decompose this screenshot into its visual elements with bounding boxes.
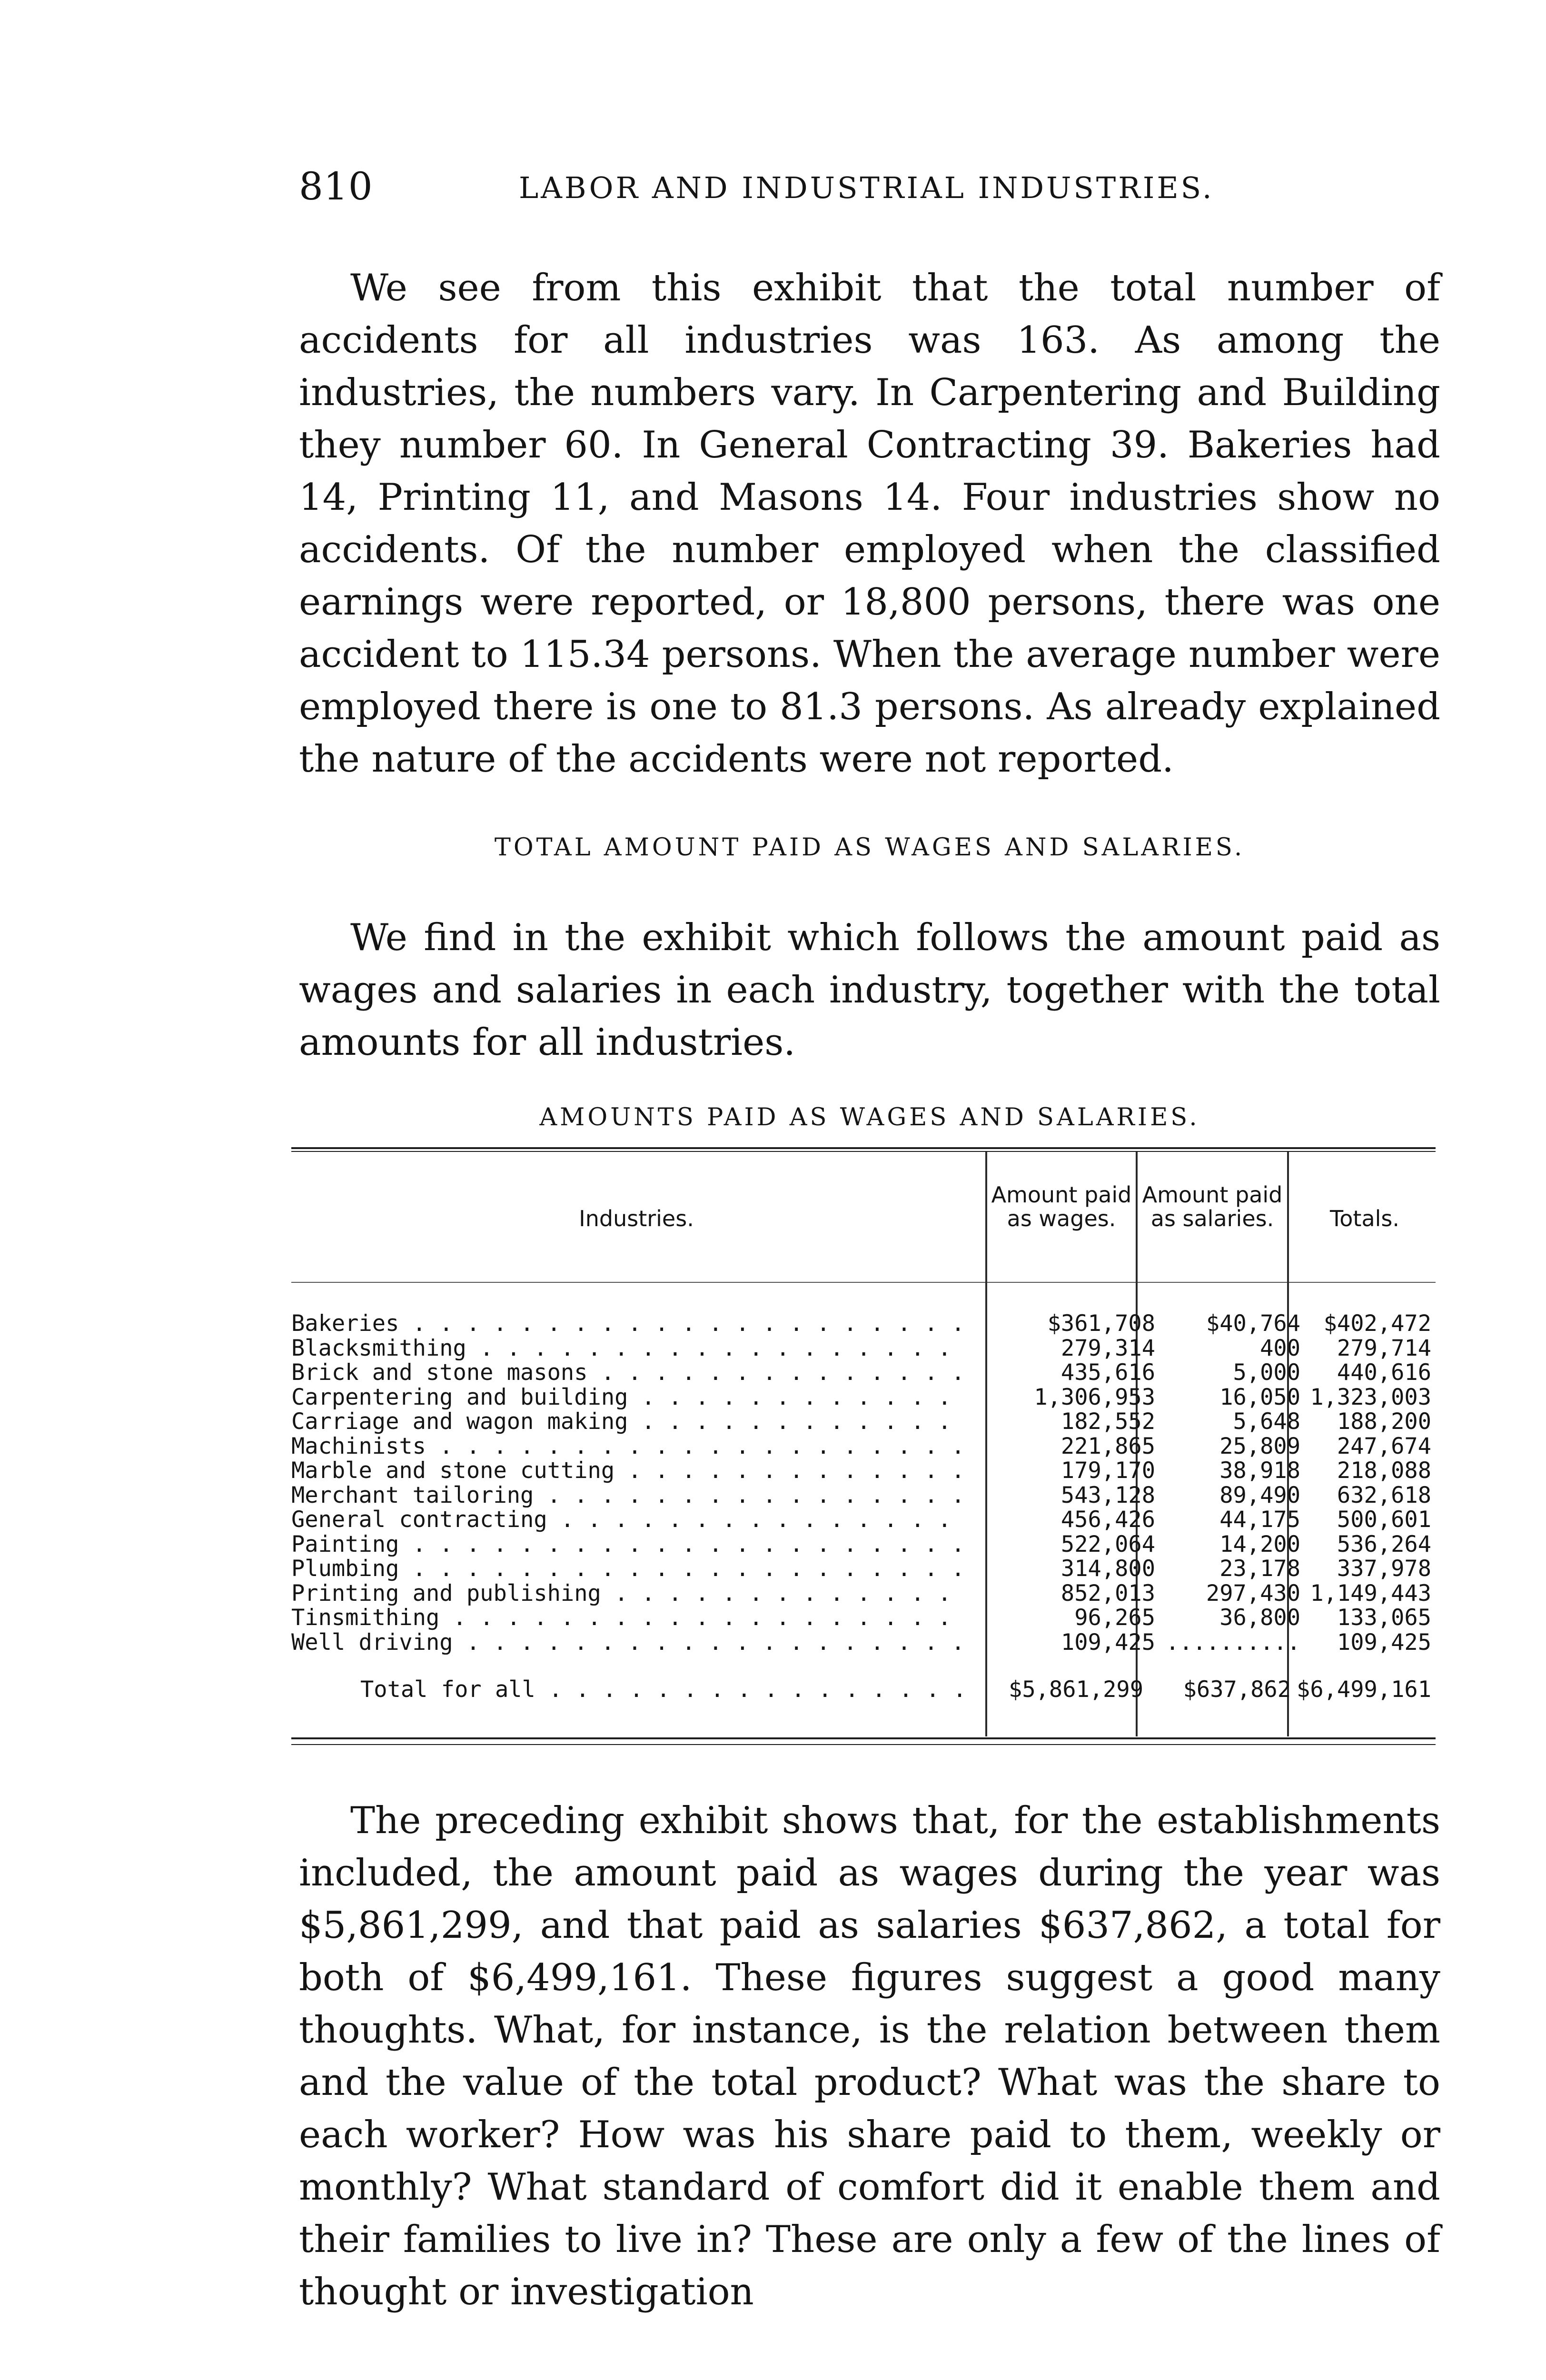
total-value: 247,674	[1337, 1433, 1431, 1459]
table-row	[291, 1581, 1436, 1606]
table-row	[291, 1557, 1436, 1581]
table-row	[291, 1434, 1436, 1459]
industry-name: General contracting . . .	[291, 1507, 970, 1532]
table-row	[291, 1336, 1436, 1361]
total-value: 500,601	[1337, 1507, 1431, 1533]
total-value: $402,472	[1323, 1310, 1431, 1337]
total-value: 1,149,443	[1310, 1580, 1431, 1606]
column-header-wages: Amount paid as wages.	[991, 1182, 1132, 1231]
column-header-totals: Totals.	[1329, 1206, 1400, 1231]
industry-name: Tinsmithing . . .	[291, 1606, 970, 1630]
total-value: 133,065	[1337, 1605, 1431, 1631]
table-top-rule-inner	[291, 1151, 1436, 1152]
industry-name: Plumbing . . .	[291, 1557, 970, 1581]
table-row	[291, 1532, 1436, 1557]
table-total-row	[291, 1676, 1436, 1704]
industry-name: Bakeries . . .	[291, 1311, 970, 1336]
column-header-salaries: Amount paid as salaries.	[1142, 1182, 1283, 1231]
section-heading: TOTAL AMOUNT PAID AS WAGES AND SALARIES.	[494, 833, 1245, 862]
industry-name: Painting . . .	[291, 1532, 970, 1557]
table-row	[291, 1606, 1436, 1630]
total-value: 440,616	[1337, 1359, 1431, 1386]
salaries-value: 5,648	[1233, 1408, 1300, 1435]
table-row	[291, 1507, 1436, 1532]
salaries-value: 36,800	[1219, 1605, 1300, 1631]
wages-value: 852,013	[1060, 1580, 1155, 1606]
salaries-value: ..........	[1166, 1629, 1300, 1656]
wages-value: 1,306,953	[1034, 1384, 1155, 1410]
total-value: 337,978	[1337, 1556, 1431, 1582]
wages-value: 96,265	[1074, 1605, 1155, 1631]
wages-value: 109,425	[1060, 1629, 1155, 1656]
salaries-value: 16,050	[1219, 1384, 1300, 1410]
wages-value: 179,170	[1060, 1458, 1155, 1484]
table-row	[291, 1458, 1436, 1483]
wages-value: 182,552	[1060, 1408, 1155, 1435]
wages-value: 435,616	[1060, 1359, 1155, 1386]
table-bottom-rule-inner	[291, 1744, 1436, 1745]
salaries-value: $40,764	[1206, 1310, 1300, 1337]
industry-name: Carpentering and building . . .	[291, 1385, 970, 1410]
wages-value: 221,865	[1060, 1433, 1155, 1459]
salaries-value: 89,490	[1219, 1482, 1300, 1508]
industry-name: Printing and publishing . . .	[291, 1581, 970, 1606]
page-number: 810	[299, 164, 373, 208]
industry-name: Brick and stone masons . . .	[291, 1360, 970, 1385]
wages-value: $361,708	[1047, 1310, 1155, 1337]
wages-value: 314,800	[1060, 1556, 1155, 1582]
table-row	[291, 1483, 1436, 1508]
total-value: 109,425	[1337, 1629, 1431, 1656]
table-body	[291, 1311, 1436, 1655]
industry-name: Machinists . . .	[291, 1434, 970, 1459]
salaries-value: 14,200	[1219, 1531, 1300, 1557]
wages-value: 456,426	[1060, 1507, 1155, 1533]
total-value: 279,714	[1337, 1335, 1431, 1361]
table-row	[291, 1630, 1436, 1655]
salaries-value: 23,178	[1219, 1556, 1300, 1582]
table-row	[291, 1360, 1436, 1385]
industry-name: Carriage and wagon making . . .	[291, 1409, 970, 1434]
total-value: 188,200	[1337, 1408, 1431, 1435]
paragraph-intro-exhibit: We find in the exhibit which follows the amount paid as wages and salaries in each industry, together with the total amounts for all industries.	[299, 916, 1440, 1064]
salaries-value: 25,809	[1219, 1433, 1300, 1459]
table-row	[291, 1311, 1436, 1336]
total-value: 632,618	[1337, 1482, 1431, 1508]
wages-value: 522,064	[1060, 1531, 1155, 1557]
total-label: Total for all . . .	[360, 1676, 970, 1704]
salaries-value: 38,918	[1219, 1458, 1300, 1484]
wages-value: 543,128	[1060, 1482, 1155, 1508]
table-row	[291, 1409, 1436, 1434]
paragraph-conclusion: The preceding exhibit shows that, for the establishments included, the amount paid as wages during the year was $5,861,299, and that paid as salaries $637,862, a total for both of $6,499,161. These figures suggest a good many thoughts. What, for instance, is the relation between them and the value of the total product? What was the share to each worker? How was his share paid to them, weekly or monthly? What standard of comfort did it enable them and their families to live in? These are only a few of the lines of thought or investigation	[299, 1799, 1440, 2313]
table-top-rule	[291, 1147, 1436, 1149]
paragraph-accidents: We see from this exhibit that the total number of accidents for all industries was 163. As among the industries, the numbers vary. In Carpentering and Building they number 60. In General Contracting 39. Bakeries had 14, Printing 11, and Masons 14. Four industries show no accidents. Of the number employed when the classified earnings were reported, or 18,800 persons, there was one accident to 115.34 persons. When the average number were employed there is one to 81.3 persons. As already explained the nature of the accidents were not reported.	[299, 267, 1440, 781]
total-value: 218,088	[1337, 1458, 1431, 1484]
total-wages-value: $5,861,299	[1009, 1676, 1143, 1703]
total-value: 536,264	[1337, 1531, 1431, 1557]
industry-name: Marble and stone cutting . . .	[291, 1458, 970, 1483]
table-bottom-rule	[291, 1737, 1436, 1739]
salaries-value: 5,000	[1233, 1359, 1300, 1386]
table-title: AMOUNTS PAID AS WAGES AND SALARIES.	[539, 1103, 1200, 1131]
total-salaries-value: $637,862	[1183, 1676, 1291, 1703]
industry-name: Merchant tailoring . . .	[291, 1483, 970, 1508]
table-header-rule	[291, 1282, 1436, 1283]
salaries-value: 400	[1260, 1335, 1300, 1361]
salaries-value: 297,430	[1206, 1580, 1300, 1606]
grand-total-value: $6,499,161	[1297, 1676, 1431, 1703]
salaries-value: 44,175	[1219, 1507, 1300, 1533]
industry-name: Well driving . . .	[291, 1630, 970, 1655]
total-value: 1,323,003	[1310, 1384, 1431, 1410]
column-header-industries: Industries.	[579, 1206, 694, 1231]
wages-value: 279,314	[1060, 1335, 1155, 1361]
table-row	[291, 1385, 1436, 1410]
running-title: LABOR AND INDUSTRIAL INDUSTRIES.	[519, 170, 1214, 205]
industry-name: Blacksmithing . . .	[291, 1336, 970, 1361]
